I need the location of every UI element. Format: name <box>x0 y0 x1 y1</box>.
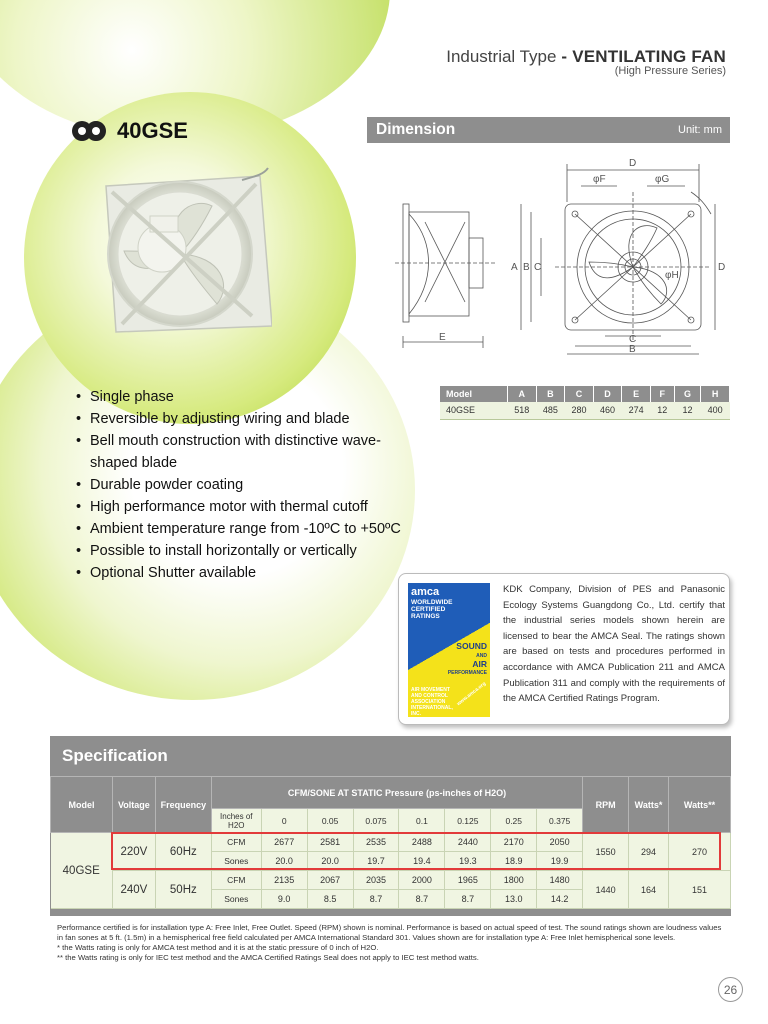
feature-item: • High performance motor with thermal cutoff <box>76 496 406 518</box>
model-badge <box>72 118 188 144</box>
spec-col-rpm: RPM <box>583 777 629 833</box>
dim-label-e: E <box>439 332 446 343</box>
spec-sones-label: Sones <box>211 890 261 909</box>
spec-frequency-cell: 50Hz <box>155 871 211 909</box>
table-row <box>51 871 731 890</box>
dimension-title: Dimension <box>376 121 456 138</box>
spec-cell: 14.2 <box>537 890 583 909</box>
spec-cell: 2488 <box>399 833 445 852</box>
spec-col-watts1: Watts* <box>629 777 669 833</box>
spec-cell: 2677 <box>261 833 307 852</box>
title-main: VENTILATING FAN <box>572 47 726 66</box>
spec-cell: 2440 <box>445 833 491 852</box>
spec-pressure: 0 <box>261 809 307 833</box>
dim-col-header: B <box>536 386 565 402</box>
dim-label-c: C <box>534 262 542 273</box>
spec-cell: 8.5 <box>307 890 353 909</box>
feature-item: • Ambient temperature range from -10ºC to +50ºC <box>76 518 406 540</box>
spec-watts2-cell: 270 <box>668 833 730 871</box>
spec-pressure: 0.05 <box>307 809 353 833</box>
highlight-box <box>111 832 721 870</box>
spec-frequency-cell: 60Hz <box>155 833 211 871</box>
spec-cell: 2050 <box>537 833 583 852</box>
spec-cell: 1480 <box>537 871 583 890</box>
dim-col-header: G <box>674 386 701 402</box>
table-row <box>440 402 730 419</box>
dim-col-header: D <box>593 386 622 402</box>
amca-seal-logo: amca WORLDWIDE CERTIFIED RATINGS SOUND AND AIR PERFORMANCE AIR MOVEMENT AND CONTROL ASSOCIATION INTERNATIONAL, INC. www.amca.org <box>408 583 490 717</box>
dim-col-header: H <box>701 386 730 402</box>
dim-label-h: φH <box>665 270 679 281</box>
spec-pressure: 0.075 <box>353 809 399 833</box>
page-title <box>446 47 726 67</box>
spec-rpm-cell: 1440 <box>583 871 629 909</box>
model-name: 40GSE <box>117 118 188 143</box>
spec-watts1-cell: 164 <box>629 871 669 909</box>
dim-col-header: E <box>622 386 651 402</box>
dim-cell: 485 <box>536 402 565 419</box>
spec-cell: 8.7 <box>445 890 491 909</box>
spec-col-frequency: Frequency <box>155 777 211 833</box>
spec-cell: 19.3 <box>445 852 491 871</box>
spec-cfm-label: CFM <box>211 833 261 852</box>
spec-pressure: 0.375 <box>537 809 583 833</box>
feature-item: • Single phase <box>76 386 406 408</box>
amca-certification-box <box>398 573 730 725</box>
spec-voltage-cell: 220V <box>112 833 155 871</box>
spec-cell: 2581 <box>307 833 353 852</box>
spec-pressure: 0.25 <box>491 809 537 833</box>
spec-pressure: 0.1 <box>399 809 445 833</box>
spec-watts2-cell: 151 <box>668 871 730 909</box>
dim-label-g: φG <box>655 174 670 185</box>
spec-rpm-cell: 1550 <box>583 833 629 871</box>
dimension-header <box>367 117 730 143</box>
spec-cell: 8.7 <box>353 890 399 909</box>
dimension-table-header <box>440 386 730 402</box>
dimension-unit: Unit: mm <box>678 124 722 136</box>
dim-cell: 400 <box>701 402 730 419</box>
dim-cell: 460 <box>593 402 622 419</box>
note-line: * the Watts rating is only for AMCA test method and it is at the static pressure of 0 inch of H2O. <box>57 943 379 952</box>
spec-cell: 2535 <box>353 833 399 852</box>
feature-item: • Optional Shutter available <box>76 562 406 584</box>
feature-item: • Bell mouth construction with distinctive wave-shaped blade <box>76 430 406 474</box>
spec-cell: 2035 <box>353 871 399 890</box>
dimension-table <box>440 386 730 420</box>
spec-cell: 2135 <box>261 871 307 890</box>
spec-cell: 18.9 <box>491 852 537 871</box>
spec-cell: 2067 <box>307 871 353 890</box>
dim-cell: 274 <box>622 402 651 419</box>
dim-label-d: D <box>629 158 637 169</box>
spec-pressure: 0.125 <box>445 809 491 833</box>
spec-cell: 9.0 <box>261 890 307 909</box>
spec-cfm-label: CFM <box>211 871 261 890</box>
dim-cell: 12 <box>650 402 674 419</box>
title-separator: - <box>556 47 573 66</box>
spec-cell: 2170 <box>491 833 537 852</box>
feature-item: • Durable powder coating <box>76 474 406 496</box>
spec-col-inches: Inches of H2O <box>211 809 261 833</box>
performance-notes <box>57 923 727 963</box>
spec-watts1-cell: 294 <box>629 833 669 871</box>
dim-label-f: φF <box>593 174 606 185</box>
feature-list <box>76 386 406 584</box>
dim-label-a: A <box>511 262 518 273</box>
spec-col-voltage: Voltage <box>112 777 155 833</box>
spec-cell: 2000 <box>399 871 445 890</box>
page-number: 26 <box>718 977 743 1002</box>
dim-label-b: B <box>523 262 530 273</box>
feature-item: • Possible to install horizontally or vertically <box>76 540 406 562</box>
kdk-logo-icon <box>72 119 110 143</box>
dim-col-header: A <box>508 386 537 402</box>
dim-label-c-bottom: C <box>629 334 637 345</box>
spec-cell: 13.0 <box>491 890 537 909</box>
dim-col-header: C <box>565 386 594 402</box>
fan-product-image <box>92 166 272 334</box>
spec-cell: 19.9 <box>537 852 583 871</box>
spec-cell: 20.0 <box>261 852 307 871</box>
spec-cell: 19.4 <box>399 852 445 871</box>
spec-voltage-cell: 240V <box>112 871 155 909</box>
spec-cell: 20.0 <box>307 852 353 871</box>
spec-cell: 1800 <box>491 871 537 890</box>
note-line: ** the Watts rating is only for IEC test method and the AMCA Certified Ratings Seal does not apply to IEC test method watts. <box>57 953 479 962</box>
dim-cell: 518 <box>508 402 537 419</box>
spec-header-row <box>51 777 731 809</box>
dim-label-b-bottom: B <box>629 344 636 355</box>
spec-sones-label: Sones <box>211 852 261 871</box>
dimension-drawing <box>395 152 731 357</box>
spec-cell: 8.7 <box>399 890 445 909</box>
dim-cell: 12 <box>674 402 701 419</box>
dim-col-header: F <box>650 386 674 402</box>
page-subtitle: (High Pressure Series) <box>614 65 726 77</box>
title-prefix: Industrial Type <box>446 47 557 66</box>
spec-col-model: Model <box>51 777 113 833</box>
amca-certification-text: KDK Company, Division of PES and Panasonic Ecology Systems Guangdong Co., Ltd. certify that the industrial series models shown herein are licensed to bear the AMCA Seal. The ratings shown are based on tests and procedures performed in accordance with AMCA Publication 211 and AMCA Publication 311 and comply with the requirements of the AMCA Certified Ratings Program. <box>503 584 725 705</box>
note-line: Performance certified is for installation type A: Free Inlet, Free Outlet. Speed (RPM) shown is nominal. Performance is based on actual speed of test. The sound ratings shown are loudness values in fan sones at 5 ft. (1.5m) in a hemispherical free field calculated per AMCA International Standard 301. Values shown are for installation type A: Free Inlet hemispherical sone levels. <box>57 923 722 942</box>
dim-label-d-side: D <box>718 262 726 273</box>
spec-cell: 1965 <box>445 871 491 890</box>
spec-model-cell: 40GSE <box>51 833 113 909</box>
specification-title: Specification <box>62 746 168 765</box>
spec-cell: 19.7 <box>353 852 399 871</box>
feature-item: • Reversible by adjusting wiring and blade <box>76 408 406 430</box>
dim-col-header: Model <box>440 386 508 402</box>
spec-col-cfm-sone: CFM/SONE AT STATIC Pressure (ps-inches of H2O) <box>211 777 582 809</box>
dim-cell: 40GSE <box>440 402 508 419</box>
dim-cell: 280 <box>565 402 594 419</box>
spec-col-watts2: Watts** <box>668 777 730 833</box>
